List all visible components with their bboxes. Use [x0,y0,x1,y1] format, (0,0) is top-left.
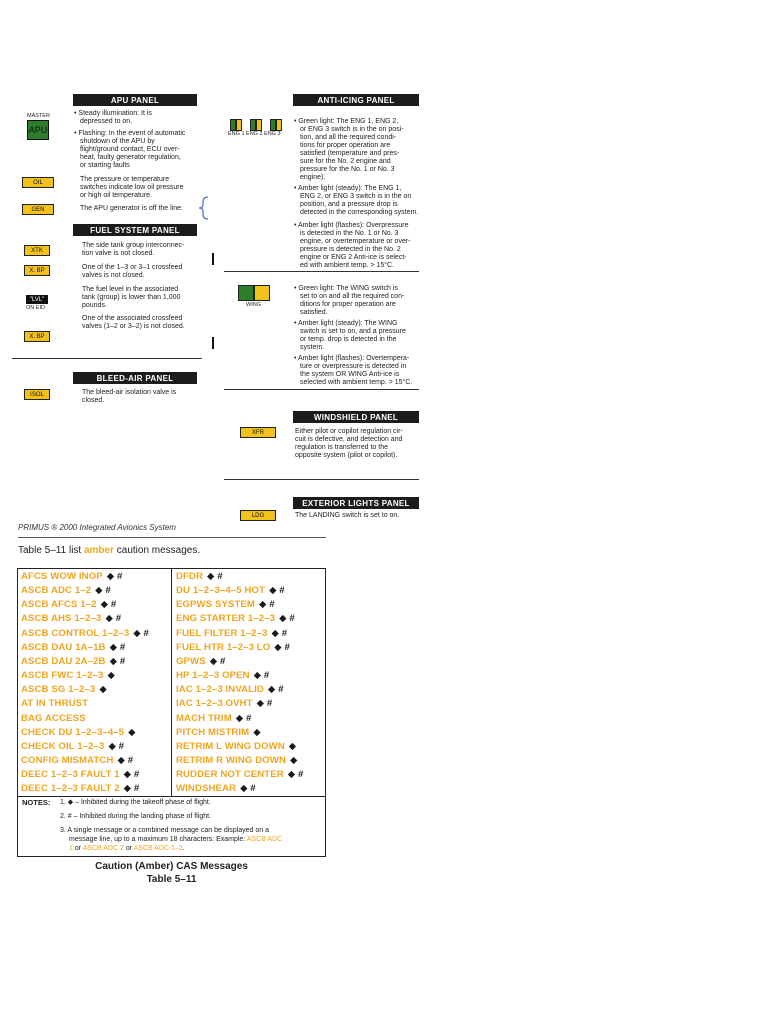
note-2: 2. # – Inhibited during the landing phase of flight. [60,813,211,820]
anti-icing-divider-1 [224,271,419,272]
windshield-divider [224,479,419,480]
inhibit-symbols: ◆ # [95,585,111,597]
cas-message [176,698,272,709]
inhibit-symbols: ◆ [253,726,261,738]
cas-message-text: ASCB SG 1–2–3 [21,684,96,696]
apu-panel-header: APU PANEL [73,94,197,106]
cas-message-text: AT IN THRUST [21,698,89,710]
cas-message-text: WINDSHEAR [176,783,237,795]
cas-message [176,727,261,738]
lvl-desc: The fuel level in the associated tank (group) is lower than 1,000 pounds. [82,286,181,309]
inhibit-symbols: ◆ [99,684,107,696]
cas-message-text: DEEC 1–2–3 FAULT 2 [21,783,120,795]
cas-message [176,613,295,624]
inhibit-symbols: ◆ # [207,571,223,582]
cas-message-text: ASCB ADC 1–2 [21,585,92,597]
inhibit-symbols: ◆ # [274,641,290,653]
fuel-divider [12,358,202,359]
inhibit-symbols: ◆ # [269,585,285,597]
lvl-label: "LVL" [29,296,45,303]
cas-message [176,656,225,667]
cas-message-text: CHECK OIL 1–2–3 [21,740,105,752]
cas-message [176,628,287,639]
cas-message-text: CONFIG MISMATCH [21,754,114,766]
apu-flashing-desc: • Flashing: In the event of automatic shutdown of the APU by flight/ground contact, ECU over- heat, faulty generator regulation, or starting faults [74,130,186,169]
cas-message [21,670,115,681]
cas-message-text: ENG STARTER 1–2–3 [176,613,276,625]
inhibit-symbols: ◆ # [271,627,288,639]
xtk-annunciator[interactable]: XTK [24,245,50,256]
lvl-sublabel: ON EID [26,305,45,311]
oil-desc: The pressure or temperature switches indicate low oil pressure or high oil temperature. [80,176,184,199]
anti-icing-panel-header: ANTI-ICING PANEL [293,94,419,106]
inhibit-symbols: ◆ [289,754,298,766]
xbp2-desc: One of the associated crossfeed valves (1–2 or 3–2) is not closed. [82,315,185,330]
cas-message [21,585,111,596]
cas-message [176,713,251,724]
inhibit-symbols: ◆ # [133,627,149,639]
table-column-divider [171,569,172,796]
footer-rule [18,537,326,538]
cas-message [21,741,124,752]
cas-message [21,628,149,639]
cas-message [21,684,107,695]
cas-message [21,613,121,624]
inhibit-symbols: ◆ # [106,571,123,582]
inhibit-symbols: ◆ # [123,769,140,781]
cas-message [176,585,285,596]
fuel-change-bar-2 [212,337,214,349]
cas-message-text: FUEL HTR 1–2–3 LO [176,641,271,653]
table-intro: Table 5–11 list amber caution messages. [18,545,201,556]
cas-message-text: ASCB AFCS 1–2 [21,599,97,611]
apu-button[interactable] [27,120,49,140]
inhibit-symbols: ◆ # [109,641,126,653]
cas-message [176,769,303,780]
inhibit-symbols: ◆ # [267,684,284,696]
master-label: MASTER [27,113,50,119]
notes-label: NOTES: [22,798,51,807]
inhibit-symbols: ◆ # [253,670,270,682]
ldg-annunciator[interactable]: LDG [240,510,276,521]
xfr-desc: Either pilot or copilot regulation cir- cuit is defective, and detection and regulation is transferred to the opposite system (pilot or copilot). [295,428,403,459]
cas-message [21,783,139,794]
cas-message [176,599,275,610]
xbp2-annunciator[interactable]: X. BP [24,331,50,342]
cas-message-text: PITCH MISTRIM [176,726,250,738]
cas-message-text: DFDR [176,571,204,582]
inhibit-symbols: ◆ # [105,613,122,625]
inhibit-symbols: ◆ # [256,698,273,710]
cas-message [21,727,136,738]
cas-message [21,698,92,709]
cas-message-text: FUEL FILTER 1–2–3 [176,627,268,639]
cas-message [21,769,139,780]
cas-message [176,684,284,695]
isol-desc: The bleed-air isolation valve is closed. [82,389,177,404]
xfr-annunciator[interactable]: XFR [240,427,276,438]
fuel-panel-header: FUEL SYSTEM PANEL [73,224,197,236]
inhibit-symbols: ◆ # [100,599,117,611]
anti-icing-divider-2 [224,389,419,390]
exterior-lights-panel-header: EXTERIOR LIGHTS PANEL [293,497,419,509]
inhibit-symbols: ◆ # [235,712,252,724]
cas-message-text: MACH TRIM [176,712,232,724]
cas-message-text: AFCS WOW INOP [21,571,103,582]
eng-switch-labels: ENG 1 ENG 2 ENG 3 [228,131,281,137]
inhibit-symbols: ◆ # [259,599,275,611]
wing-amber-desc: • Amber light (steady): The WING switch is set to on, and a pressure or temp. drop is detected in the system. [294,320,406,351]
inhibit-symbols: ◆ # [108,740,125,752]
cas-message [176,755,297,766]
cas-message-text: GPWS [176,655,206,667]
table-caption: Caution (Amber) CAS Messages Table 5–11 [95,861,248,885]
cas-message-text: DU 1–2–3–4–5 HOT [176,585,266,597]
cas-message-text: ASCB DAU 2A–2B [21,655,106,667]
cas-message-text: BAG ACCESS [21,712,86,724]
note-1: 1. ◆ – Inhibited during the takeoff phase of flight. [60,799,211,806]
cas-message [176,783,256,794]
inhibit-symbols: ◆ # [240,783,256,795]
cas-message-text: RETRIM R WING DOWN [176,754,286,766]
inhibit-symbols: ◆ [128,726,136,738]
bleed-panel-header: BLEED-AIR PANEL [73,372,197,384]
cas-message [21,642,125,653]
xtk-desc: The side tank group interconnec- tion valve is not closed. [82,242,185,257]
cas-message [176,642,290,653]
brace-mark [198,196,210,220]
wing-label: WING [246,302,261,308]
inhibit-symbols: ◆ # [123,783,140,795]
inhibit-symbols: ◆ [288,740,297,752]
system-footer: PRIMUS ® 2000 Integrated Avionics System [18,523,176,532]
inhibit-symbols: ◆ [107,670,115,682]
cas-message-text: ASCB CONTROL 1–2–3 [21,627,130,639]
cas-message-text: ASCB AHS 1–2–3 [21,613,102,625]
windshield-panel-header: WINDSHIELD PANEL [293,411,419,423]
cas-message [21,656,125,667]
cas-message [21,713,90,724]
apu-steady-desc: • Steady illumination: It is depressed to on. [74,110,152,125]
cas-message-text: DEEC 1–2–3 FAULT 1 [21,769,120,781]
inhibit-symbols: ◆ # [209,655,226,667]
cas-message-text: EGPWS SYSTEM [176,599,256,611]
cas-message-text: IAC 1–2–3 INVALID [176,684,264,696]
cas-message [21,599,116,610]
gen-annunciator[interactable]: GEN [22,204,54,215]
cas-message-text: ASCB DAU 1A–1B [21,641,106,653]
inhibit-symbols: ◆ # [287,769,304,781]
cas-message [21,755,133,766]
gen-desc: The APU generator is off the line. [80,205,183,212]
inhibit-symbols: ◆ # [117,754,134,766]
oil-annunciator[interactable]: OIL [22,177,54,188]
note-3: 3. A single message or a combined message can be displayed on a message line, up to a maximum 18 characters. Example: ASCB ADC 1 or ASCB ADC 2 or ASCB ADC 1–2. [60,827,283,852]
wing-flash-desc: • Amber light (flashes): Overtempera- ture or overpressure is detected in the system OR WING Anti-ice is selected with ambient temp. > 15°C. [294,355,413,386]
xbp-desc: One of the 1–3 or 3–1 crossfeed valves is not closed. [82,264,183,279]
cas-message [176,670,269,681]
caution-cas-table [17,568,326,857]
eng-amber-steady-desc: • Amber light (steady): The ENG 1, ENG 2, or ENG 3 switch is in the on position, and a pressure drop is detected in the corresponding system. [294,185,419,216]
cas-message-text: CHECK DU 1–2–3–4–5 [21,726,125,738]
cas-message-text: ASCB FWC 1–2–3 [21,670,104,682]
cas-message [21,571,122,582]
cas-message-text: RUDDER NOT CENTER [176,769,284,781]
table-notes-divider [18,796,325,797]
cas-message [176,571,223,582]
fuel-change-bar [212,253,214,265]
wing-green-desc: • Green light: The WING switch is set to on and all the required con- ditions for proper operation are satisfied. [294,285,405,316]
ldg-desc: The LANDING switch is set to on. [295,512,400,519]
cas-message [176,741,296,752]
cas-message-text: HP 1–2–3 OPEN [176,670,250,682]
apu-button-label: APU [28,125,48,135]
eng-amber-flash-desc: • Amber light (flashes): Overpressure is detected in the No. 1 or No. 3 engine, or overtemperature or over- pressure is detected in the No. 2 engine or ENG 2 Anti-ice is select- ed with ambient temp. > 15°C. [294,222,411,269]
isol-annunciator[interactable]: ISOL [24,389,50,400]
inhibit-symbols: ◆ # [109,655,126,667]
xbp-annunciator[interactable]: X. BP [24,265,50,276]
cas-message-text: RETRIM L WING DOWN [176,740,285,752]
eng-green-desc: • Green light: The ENG 1, ENG 2, or ENG 3 switch is in the on posi- tion, and all the required condi- tions for proper operation are satisfied (temperature and pres- sure for the No. 2 engine and pressure for the No. 1 or No. 3 engine). [294,118,404,181]
lvl-indicator [26,295,48,304]
cas-message-text: IAC 1–2–3 OVHT [176,698,253,710]
inhibit-symbols: ◆ # [279,613,295,625]
